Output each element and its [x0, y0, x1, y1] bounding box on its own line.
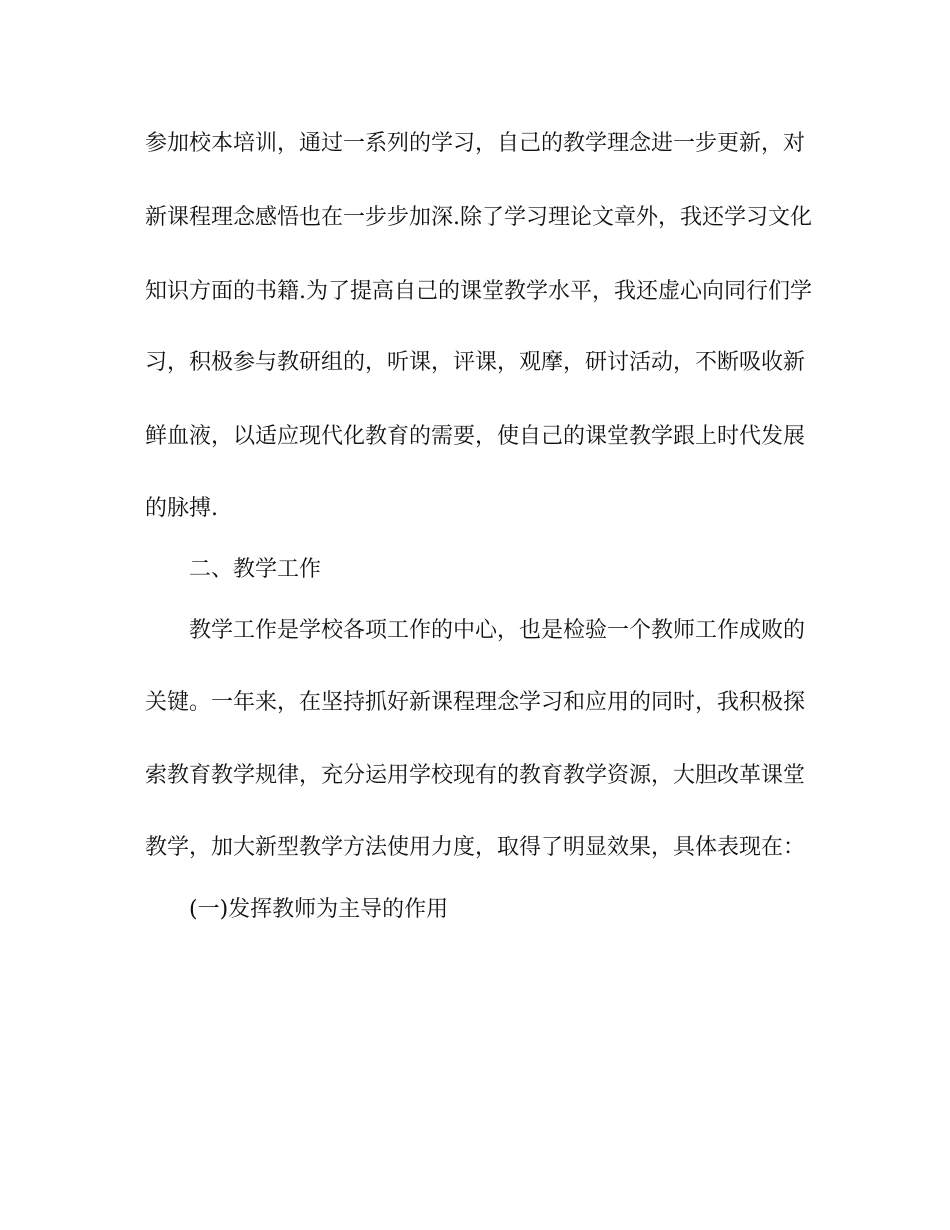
- paragraph-line: 参加校本培训，通过一系列的学习，自己的教学理念进一步更新，对: [145, 131, 806, 156]
- paragraph-line: 教学工作是学校各项工作的中心，也是检验一个教师工作成败的: [189, 618, 806, 643]
- paragraph-line: 的脉搏.: [145, 496, 218, 521]
- paragraph-line: 鲜血液，以适应现代化教育的需要，使自己的课堂教学跟上时代发展: [145, 424, 806, 449]
- paragraph-line: 知识方面的书籍.为了提高自己的课堂教学水平，我还虚心向同行们学: [145, 279, 812, 304]
- subsection-heading: (一)发挥教师为主导的作用: [189, 897, 449, 922]
- section-heading: 二、教学工作: [189, 557, 322, 582]
- paragraph-line: 新课程理念感悟也在一步步加深.除了学习理论文章外，我还学习文化: [145, 205, 812, 230]
- paragraph-line: 习，积极参与教研组的，听课，评课，观摩，研讨活动，不断吸收新: [145, 350, 806, 375]
- paragraph-line: 教学，加大新型教学方法使用力度，取得了明显效果，具体表现在：: [145, 835, 806, 860]
- paragraph-line: 关键。一年来，在坚持抓好新课程理念学习和应用的同时，我积极探: [145, 690, 806, 715]
- paragraph-line: 索教育教学规律，充分运用学校现有的教育教学资源，大胆改革课堂: [145, 763, 806, 788]
